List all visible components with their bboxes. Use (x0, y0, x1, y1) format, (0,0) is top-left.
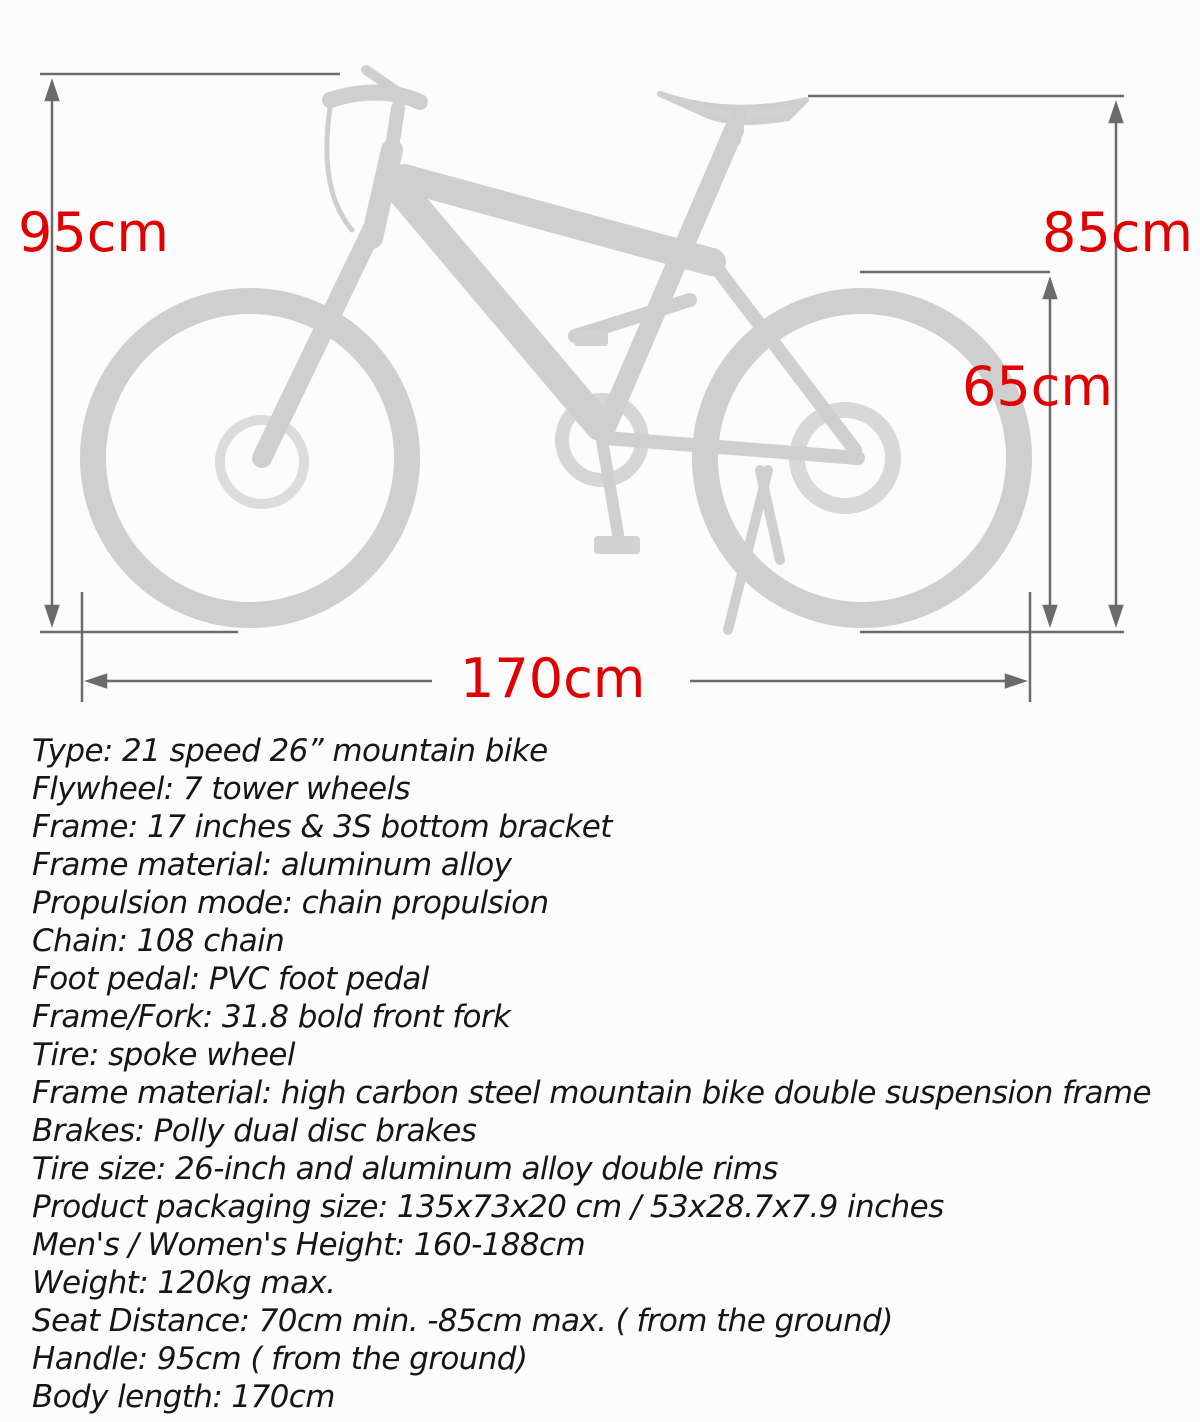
spec-line: Frame material: high carbon steel mountain bike double suspension frame (32, 1075, 1151, 1111)
spec-line: Handle: 95cm ( from the ground) (32, 1341, 528, 1377)
front-wheel (93, 301, 407, 615)
spec-line: Product packaging size: 135x73x20 cm / 53x28.7x7.9 inches (32, 1189, 944, 1225)
spec-line: Men's / Women's Height: 160-188cm (32, 1227, 586, 1263)
spec-line: Body length: 170cm (32, 1379, 335, 1415)
spec-line: Frame material: aluminum alloy (32, 847, 512, 883)
crank-arm (602, 440, 618, 534)
spec-line: Brakes: Polly dual disc brakes (32, 1113, 477, 1149)
brake-cable (327, 108, 352, 230)
spec-line: Foot pedal: PVC foot pedal (32, 961, 429, 997)
body-length-label: 170cm (460, 647, 646, 710)
pedal (594, 536, 640, 554)
spec-line: Chain: 108 chain (32, 923, 285, 959)
bike-illustration (93, 70, 1019, 630)
upper-pedal (574, 330, 608, 346)
spec-list (32, 732, 1151, 1416)
spec-line: Weight: 120kg max. (32, 1265, 336, 1301)
handle-height-label: 95cm (18, 201, 170, 264)
spec-line: Type: 21 speed 26” mountain bike (32, 733, 548, 769)
spec-line: Flywheel: 7 tower wheels (32, 771, 411, 807)
stem (392, 108, 398, 148)
spec-line: Seat Distance: 70cm min. -85cm max. ( from the ground) (32, 1303, 893, 1339)
seat-height-label: 85cm (1042, 201, 1194, 264)
seat-post (734, 112, 740, 140)
spec-line: Frame/Fork: 31.8 bold front fork (32, 999, 511, 1035)
spec-line: Propulsion mode: chain propulsion (32, 885, 549, 921)
wheel-height-label: 65cm (962, 355, 1114, 418)
spec-line: Tire: spoke wheel (32, 1037, 295, 1073)
spec-line: Frame: 17 inches & 3S bottom bracket (32, 809, 612, 845)
spec-line: Tire size: 26-inch and aluminum alloy double rims (32, 1151, 778, 1187)
